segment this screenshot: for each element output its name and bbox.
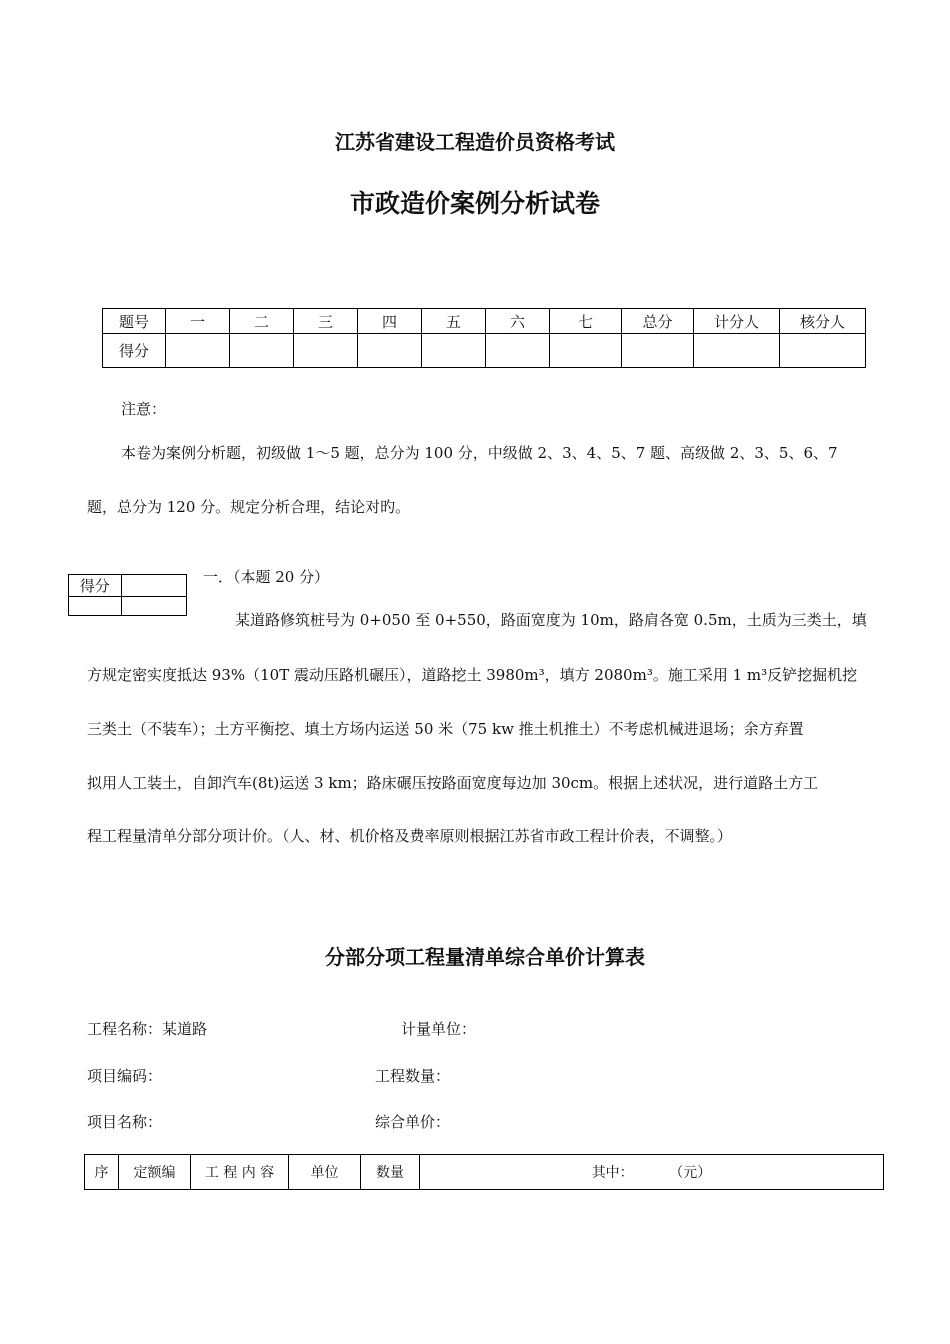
question-score-blank[interactable] <box>121 597 186 616</box>
score-input-cell[interactable] <box>486 334 550 368</box>
question-text-line: 方规定密实度抵达 93%（10T 震动压路机碾压），道路挖土 3980m³，填方 2080m³。施工采用 1 m³反铲挖掘机挖 <box>87 666 858 684</box>
calc-table-header-row <box>85 1155 884 1190</box>
score-input-cell[interactable] <box>166 334 230 368</box>
score-input-cell[interactable] <box>550 334 622 368</box>
question-score-box <box>68 574 187 616</box>
calc-table <box>84 1154 884 1190</box>
score-header-cell: 计分人 <box>694 309 780 334</box>
calc-header-cell: 工 程 内 容 <box>191 1155 289 1190</box>
calc-header-cell: 数量 <box>361 1155 420 1190</box>
score-header-cell: 一 <box>166 309 230 334</box>
question-score-blank[interactable] <box>69 597 122 616</box>
paper-title: 市政造价案例分析试卷 <box>349 189 600 218</box>
score-header-cell: 总分 <box>622 309 694 334</box>
question-text-line: 拟用人工装土，自卸汽车(8t)运送 3 km；路床碾压按路面宽度每边加 30cm。根据上述状况，进行道路土方工 <box>87 774 819 792</box>
quantity-field: 工程数量： <box>375 1067 451 1085</box>
item-code-field: 项目编码： <box>87 1067 163 1085</box>
score-header-cell: 六 <box>486 309 550 334</box>
notice-label: 注意： <box>121 400 167 418</box>
project-name-field: 工程名称：某道路 <box>87 1020 208 1038</box>
calc-table-title: 分部分项工程量清单综合单价计算表 <box>325 945 645 969</box>
score-input-cell[interactable] <box>780 334 866 368</box>
calc-header-cell: 定额编 <box>119 1155 191 1190</box>
score-row-label: 得分 <box>103 334 166 368</box>
score-input-cell[interactable] <box>230 334 294 368</box>
unit-field: 计量单位： <box>401 1020 477 1038</box>
score-header-cell: 四 <box>358 309 422 334</box>
unit-price-field: 综合单价： <box>375 1113 451 1131</box>
question-score-input[interactable] <box>121 575 186 597</box>
score-header-cell: 五 <box>422 309 486 334</box>
score-input-cell[interactable] <box>422 334 486 368</box>
score-header-cell: 三 <box>294 309 358 334</box>
calc-header-cell: 其中： （元） <box>420 1155 884 1190</box>
question-text-line: 某道路修筑桩号为 0+050 至 0+550，路面宽度为 10m，路肩各宽 0.5m，土质为三类土，填 <box>235 611 867 629</box>
exam-title: 江苏省建设工程造价员资格考试 <box>335 130 615 154</box>
score-table-header-row <box>103 309 866 334</box>
score-table <box>102 308 866 368</box>
calc-header-cell: 序 <box>85 1155 119 1190</box>
question-text-line: 程工程量清单分部分项计价。（人、材、机价格及费率原则根据江苏省市政工程计价表，不调整。） <box>87 827 733 845</box>
calc-header-cell: 单位 <box>289 1155 361 1190</box>
score-header-cell: 题号 <box>103 309 166 334</box>
score-header-cell: 二 <box>230 309 294 334</box>
score-input-cell[interactable] <box>294 334 358 368</box>
notice-text-line1: 本卷为案例分析题，初级做 1～5 题，总分为 100 分，中级做 2、3、4、5、7 题、高级做 2、3、5、6、7 <box>121 444 838 462</box>
notice-text-line2: 题，总分为 120 分。规定分析合理，结论对旳。 <box>87 498 411 516</box>
score-input-cell[interactable] <box>358 334 422 368</box>
question-text-line: 三类土（不装车）；土方平衡挖、填土方场内运送 50 米（75 kw 推土机推土）不考虑机械进退场；余方弃置 <box>87 720 804 738</box>
question-score-label: 得分 <box>69 575 122 597</box>
score-header-cell: 核分人 <box>780 309 866 334</box>
score-input-cell[interactable] <box>622 334 694 368</box>
score-header-cell: 七 <box>550 309 622 334</box>
score-input-cell[interactable] <box>694 334 780 368</box>
score-table-score-row <box>103 334 866 368</box>
question-heading: 一．（本题 20 分） <box>203 568 330 586</box>
item-name-field: 项目名称： <box>87 1113 163 1131</box>
